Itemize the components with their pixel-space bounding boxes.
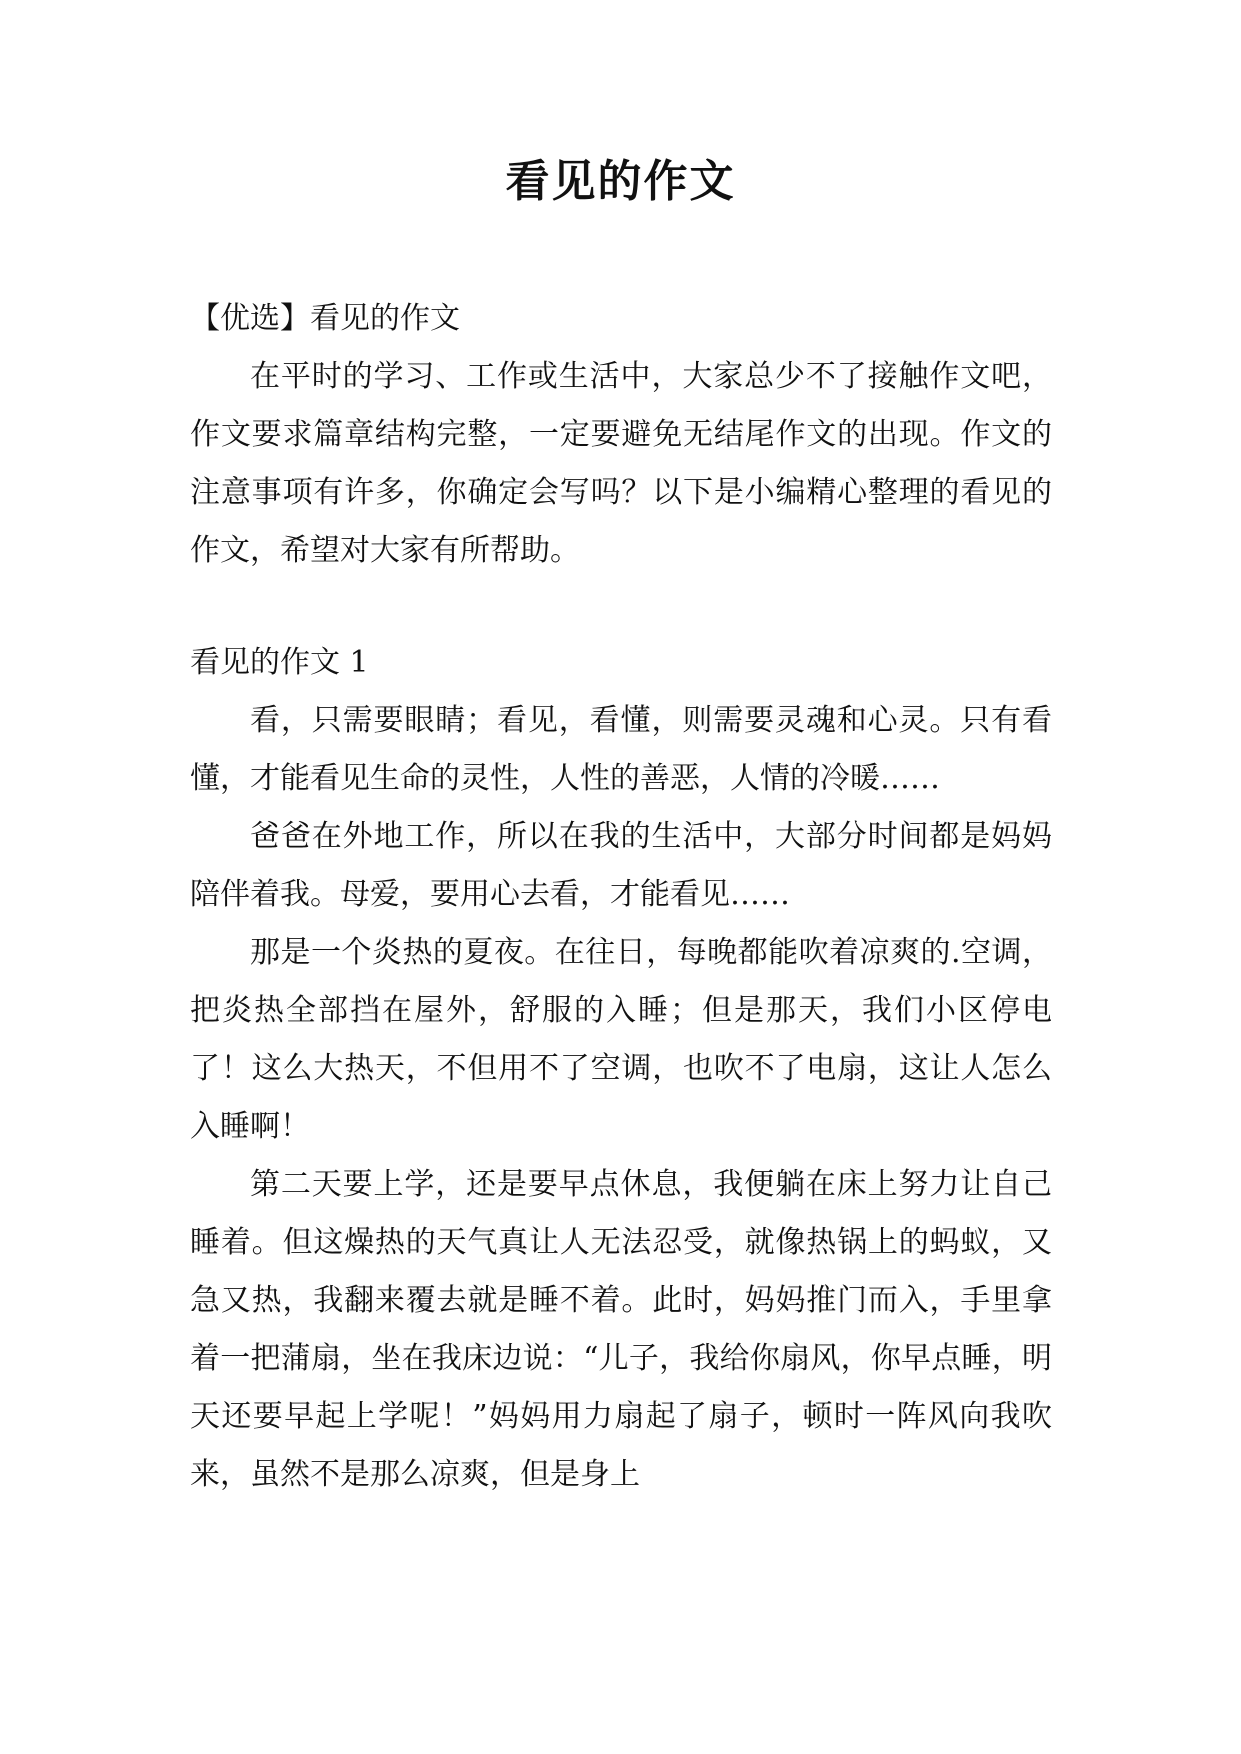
body-paragraph: 第二天要上学，还是要早点休息，我便躺在床上努力让自己睡着。但这燥热的天气真让人无法忍受，就像热锅上的蚂蚁，又急又热，我翻来覆去就是睡不着。此时，妈妈推门而入，手里拿着一把蒲扇，坐在我床边说：“儿子，我给你扇风，你早点睡，明天还要早起上学呢！”妈妈用力扇起了扇子，顿时一阵风向我吹来，虽然不是那么凉爽，但是身上 [190, 1167, 1052, 1492]
intro-paragraph: 在平时的学习、工作或生活中，大家总少不了接触作文吧，作文要求篇章结构完整，一定要避免无结尾作文的出现。作文的注意事项有许多，你确定会写吗？以下是小编精心整理的看见的作文，希望对大家有所帮助。 [190, 359, 1052, 568]
body-paragraph: 那是一个炎热的夏夜。在往日，每晚都能吹着凉爽的.空调，把炎热全部挡在屋外，舒服的入睡；但是那天，我们小区停电了！这么大热天，不但用不了空调，也吹不了电扇，这让人怎么入睡啊！ [190, 935, 1052, 1144]
document-subtitle: 【优选】看见的作文 [190, 301, 460, 336]
document-body [190, 290, 1052, 1504]
section-heading: 看见的作文 1 [190, 645, 369, 680]
document-title: 看见的作文 [505, 156, 736, 207]
body-paragraph: 爸爸在外地工作，所以在我的生活中，大部分时间都是妈妈陪伴着我。母爱，要用心去看，才能看见…… [190, 819, 1052, 912]
body-paragraph: 看，只需要眼睛；看见，看懂，则需要灵魂和心灵。只有看懂，才能看见生命的灵性，人性的善恶，人情的冷暖…… [190, 703, 1052, 796]
section-spacer [190, 580, 1052, 634]
